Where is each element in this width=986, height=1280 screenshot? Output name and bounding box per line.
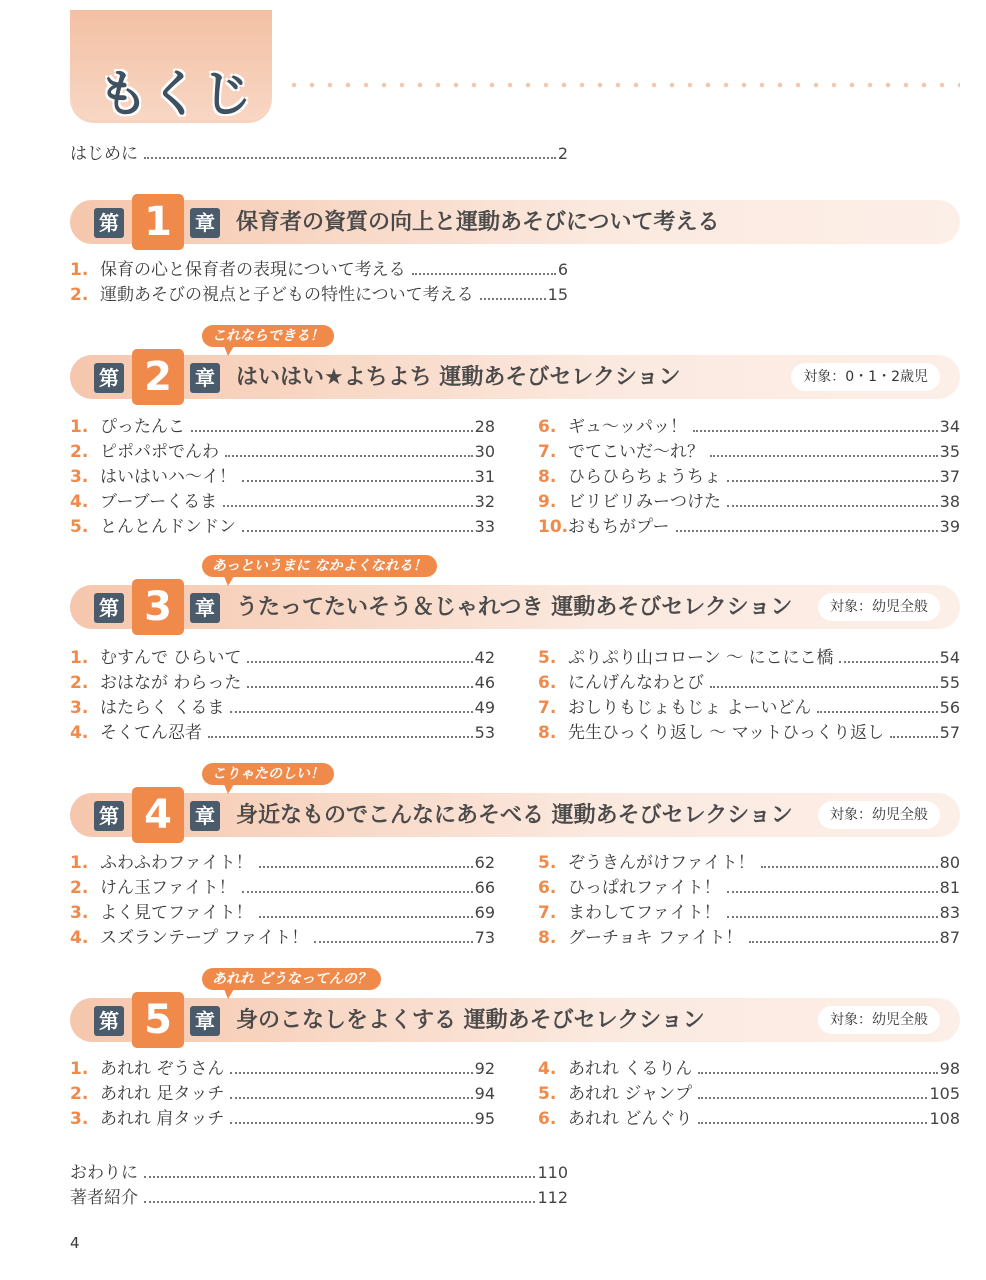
chapter-prefix: 第 [94,801,124,831]
dot-leader [230,1097,472,1099]
chapter-prefix: 第 [94,593,124,623]
entry-number[interactable]: 10. [538,517,569,537]
entry-title[interactable]: グーチョキ ファイト！ [568,928,743,948]
entry-number[interactable]: 2. [70,285,89,305]
dot-leader [208,736,473,738]
dot-leader [230,1072,472,1074]
entry-number[interactable]: 2. [70,878,89,898]
entry-item[interactable] [70,901,495,925]
entry-title[interactable]: ビリビリみーつけた [568,492,721,512]
entry-number[interactable]: 1. [70,417,89,437]
entry-item[interactable] [538,926,960,950]
dot-leader [710,455,938,457]
entry-title[interactable]: にんげんなわとび [568,673,704,693]
entry-title[interactable]: そくてん忍者 [100,723,202,743]
entry-number[interactable]: 4. [70,928,89,948]
entry-page[interactable]: 87 [939,928,960,947]
dot-leader [693,430,938,432]
entry-page[interactable]: 46 [474,673,495,692]
entry-number[interactable]: 1. [70,260,89,280]
entry-item[interactable] [538,440,960,464]
chapter-suffix: 章 [190,1006,220,1036]
entry-page[interactable]: 35 [939,442,960,461]
entry-page[interactable]: 55 [939,673,960,692]
chapter-number: 1 [132,194,184,250]
entry-title[interactable]: 運動あそびの視点と子どもの特性について考える [100,285,474,305]
entry-intro[interactable] [70,142,568,166]
entry-item[interactable] [70,1082,495,1106]
dot-leader [259,916,473,918]
entry-item[interactable] [70,1107,495,1131]
dot-leader [480,298,546,300]
entry-number[interactable]: 8. [538,928,557,948]
entry-item[interactable] [70,851,495,875]
entry-item[interactable] [70,646,495,670]
entry-number[interactable]: 3. [70,903,89,923]
entry-page[interactable]: 42 [474,648,495,667]
dot-leader [710,686,938,688]
dot-leader [144,1176,535,1178]
entry-title[interactable]: ぴったんこ [100,417,185,437]
entry-title[interactable]: スズランテープ ファイト！ [100,928,309,948]
chapter-number: 2 [132,349,184,405]
dot-leader [230,1122,472,1124]
chapter-title: 保育者の資質の向上と運動あそびについて考える [236,210,720,235]
dot-leader [749,941,938,943]
chapter-title: 身近なものでこんなにあそべる 運動あそびセレクション [236,803,793,828]
entry-number[interactable]: 6. [538,673,557,693]
entry-item[interactable] [70,876,495,900]
entry-number[interactable]: 5. [538,648,557,668]
entry-item[interactable] [70,671,495,695]
dot-leader [698,1097,927,1099]
dot-leader [727,505,938,507]
dot-leader [223,505,473,507]
entry-number[interactable]: 3. [70,1109,89,1129]
chapter-number: 5 [132,992,184,1048]
entry-item[interactable] [70,490,495,514]
entry-title[interactable]: おわりに [70,1163,138,1183]
entry-page[interactable]: 66 [474,878,495,897]
entry-title[interactable]: ギュ～ッパッ！ [568,417,687,437]
entry-number[interactable]: 4. [70,723,89,743]
entry-title[interactable]: けん玉ファイト！ [100,878,236,898]
entry-page[interactable]: 30 [474,442,495,461]
dot-leader [698,1072,937,1074]
entry-number[interactable]: 5. [538,1084,557,1104]
entry-title[interactable]: よく見てファイト！ [100,903,253,923]
chapter-catchphrase-bubble: これならできる！ [202,325,334,347]
entry-item[interactable] [70,465,495,489]
dot-leader [230,711,472,713]
entry-item[interactable] [70,283,568,307]
entry-title[interactable]: あれれ 肩タッチ [100,1109,225,1129]
entry-item[interactable] [538,901,960,925]
entry-page[interactable]: 81 [939,878,960,897]
entry-number[interactable]: 3. [70,467,89,487]
entry-title[interactable]: ピポパポでんわ [100,442,219,462]
chapter-suffix: 章 [190,801,220,831]
entry-item[interactable] [70,440,495,464]
entry-item[interactable] [70,926,495,950]
dot-leader [817,711,937,713]
chapter-bar-5 [70,971,960,1043]
entry-item[interactable] [538,1107,960,1131]
entry-page[interactable]: 110 [537,1163,568,1182]
chapter-bar-2 [70,328,960,400]
chapter-catchphrase-bubble: こりゃたのしい！ [202,763,334,785]
chapter-catchphrase-bubble: あれれ どうなってんの？ [202,968,381,990]
dot-leader [242,530,473,532]
entry-page[interactable]: 80 [939,853,960,872]
entry-title[interactable]: はたらく くるま [100,698,225,718]
entry-number[interactable]: 4. [538,1059,557,1079]
dot-leader [839,661,937,663]
dot-leader [259,866,473,868]
entry-item[interactable] [70,258,568,282]
entry-title[interactable]: 保育の心と保育者の表現について考える [100,260,406,280]
entry-item[interactable] [538,646,960,670]
dot-leader [191,430,473,432]
entry-number[interactable]: 1. [70,648,89,668]
entry-page[interactable]: 49 [474,698,495,717]
entry-number[interactable]: 6. [538,417,557,437]
entry-title[interactable]: 著者紹介 [70,1188,138,1208]
entry-page[interactable]: 57 [939,723,960,742]
entry-title[interactable]: 先生ひっくり返し ～ マットひっくり返し [568,723,885,743]
chapter-prefix: 第 [94,208,124,238]
entry-number[interactable]: 8. [538,723,557,743]
entry-page[interactable]: 33 [474,517,495,536]
entry-number[interactable]: 1. [70,1059,89,1079]
entry-item[interactable] [538,721,960,745]
entry-page[interactable]: 39 [939,517,960,536]
entry-item[interactable] [70,1057,495,1081]
entry-title[interactable]: あれれ ぞうさん [100,1059,225,1079]
entry-page[interactable]: 37 [939,467,960,486]
entry-page[interactable]: 54 [939,648,960,667]
entry-title[interactable]: ブーブーくるま [100,492,218,512]
entry-number[interactable]: 7. [538,442,557,462]
entry-page[interactable]: 53 [474,723,495,742]
entry-number[interactable]: 5. [538,853,557,873]
chapter-number: 3 [132,579,184,635]
dot-leader [314,941,472,943]
entry-item[interactable] [538,671,960,695]
chapter-title: 身のこなしをよくする 運動あそびセレクション [236,1008,705,1033]
entry-title[interactable]: おしりもじょもじょ よーいどん [568,698,812,718]
entry-item[interactable] [538,696,960,720]
entry-outro[interactable] [70,1186,568,1210]
entry-item[interactable] [538,415,960,439]
dot-leader [727,480,938,482]
entry-number[interactable]: 6. [538,1109,557,1129]
entry-item[interactable] [538,876,960,900]
entry-title[interactable]: ひらひらちょうちょ [568,467,721,487]
entry-page[interactable]: 6 [557,260,568,279]
target-age-badge: 対象：幼児全般 [818,1006,940,1034]
dot-leader [242,480,473,482]
entry-title[interactable]: あれれ 足タッチ [100,1084,225,1104]
entry-item[interactable] [538,1057,960,1081]
entry-title[interactable]: おはなが わらった [100,673,242,693]
entry-page[interactable]: 94 [474,1084,495,1103]
entry-page[interactable]: 112 [537,1188,568,1207]
entry-item[interactable] [70,515,495,539]
chapter-catchphrase-bubble: あっというまに なかよくなれる！ [202,555,437,577]
entry-page[interactable]: 38 [939,492,960,511]
entry-page[interactable]: 95 [474,1109,495,1128]
chapter-prefix: 第 [94,363,124,393]
entry-page[interactable]: 73 [474,928,495,947]
entry-title[interactable]: まわしてファイト！ [568,903,721,923]
entry-number[interactable]: 7. [538,903,557,923]
entry-number[interactable]: 5. [70,517,89,537]
entry-title[interactable]: ぞうきんがけファイト！ [568,853,755,873]
entry-number[interactable]: 2. [70,673,89,693]
entry-page[interactable]: 28 [474,417,495,436]
entry-title[interactable]: とんとんドンドン [100,517,236,537]
chapter-suffix: 章 [190,363,220,393]
target-age-badge: 対象：幼児全般 [818,593,940,621]
entry-title[interactable]: でてこいだ～れ？ [568,442,704,462]
entry-item[interactable] [538,515,960,539]
chapter-bar-1 [70,200,960,244]
dot-leader [144,1201,535,1203]
entry-title[interactable]: はいはいハ～イ！ [100,467,236,487]
dot-leader [727,916,938,918]
entry-page[interactable]: 92 [474,1059,495,1078]
page-number: 4 [70,1234,80,1252]
dot-leader [761,866,938,868]
dot-leader [144,157,556,159]
chapter-title: うたってたいそう＆じゃれつき 運動あそびセレクション [236,595,793,620]
dot-leader [225,455,473,457]
entry-number[interactable]: 6. [538,878,557,898]
entry-item[interactable] [70,721,495,745]
entry-number[interactable]: 3. [70,698,89,718]
entry-page[interactable]: 62 [474,853,495,872]
dot-leader [698,1122,927,1124]
entry-item[interactable] [538,490,960,514]
entry-number[interactable]: 2. [70,1084,89,1104]
entry-page[interactable]: 98 [939,1059,960,1078]
dot-leader [890,736,938,738]
entry-page[interactable]: 15 [547,285,568,304]
page-title: もくじ [98,65,254,123]
entry-page[interactable]: 31 [474,467,495,486]
chapter-suffix: 章 [190,208,220,238]
entry-title[interactable]: むすんで ひらいて [100,648,242,668]
entry-title[interactable]: おもちがプー [568,517,670,537]
entry-page[interactable]: 2 [557,144,568,163]
entry-number[interactable]: 7. [538,698,557,718]
entry-page[interactable]: 69 [474,903,495,922]
entry-number[interactable]: 2. [70,442,89,462]
entry-item[interactable] [70,696,495,720]
dot-leader [676,530,938,532]
toc-title-box [70,10,272,123]
target-age-badge: 対象：幼児全般 [818,801,940,829]
chapter-prefix: 第 [94,1006,124,1036]
entry-page[interactable]: 34 [939,417,960,436]
chapter-bar-4 [70,766,960,838]
entry-title[interactable]: ふわふわファイト！ [100,853,253,873]
entry-page[interactable]: 56 [939,698,960,717]
dot-leader [412,273,556,275]
entry-title[interactable]: ぷりぷり山コローン ～ にこにこ橋 [568,648,834,668]
entry-page[interactable]: 32 [474,492,495,511]
entry-outro[interactable] [70,1161,568,1185]
entry-page[interactable]: 83 [939,903,960,922]
dot-leader [247,686,472,688]
dot-leader [247,661,472,663]
entry-number[interactable]: 1. [70,853,89,873]
chapter-title: はいはい★よちよち 運動あそびセレクション [236,365,681,390]
entry-number[interactable]: 9. [538,492,557,512]
chapter-number: 4 [132,787,184,843]
entry-page[interactable]: 105 [929,1084,960,1103]
entry-title[interactable]: ひっぱれファイト！ [568,878,721,898]
target-age-badge: 対象：0・1・2歳児 [791,363,940,391]
entry-title[interactable]: あれれ くるりん [568,1059,693,1079]
entry-item[interactable] [70,415,495,439]
entry-number[interactable]: 8. [538,467,557,487]
entry-page[interactable]: 108 [929,1109,960,1128]
entry-number[interactable]: 4. [70,492,89,512]
entry-item[interactable] [538,851,960,875]
entry-title[interactable]: あれれ どんぐり [568,1109,693,1129]
entry-item[interactable] [538,1082,960,1106]
entry-item[interactable] [538,465,960,489]
title-dotted-rule [285,82,960,88]
entry-title[interactable]: あれれ ジャンプ [568,1084,693,1104]
chapter-bar-3 [70,558,960,630]
entry-title[interactable]: はじめに [70,144,138,164]
dot-leader [242,891,473,893]
chapter-suffix: 章 [190,593,220,623]
dot-leader [727,891,938,893]
